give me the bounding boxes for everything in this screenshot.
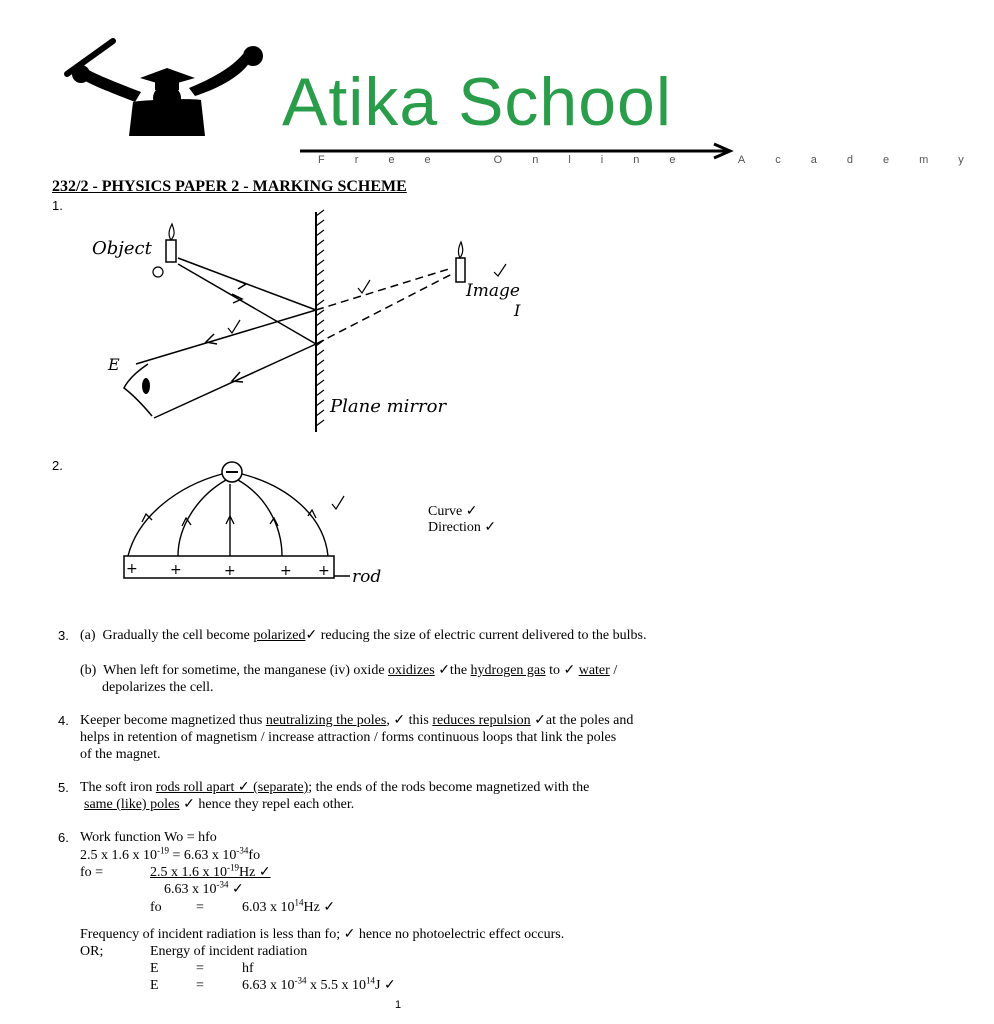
question-2-number: 2.	[52, 458, 63, 473]
q6-frequency-line: Frequency of incident radiation is less than fo; ✓ hence no photoelectric effect occurs.	[80, 927, 565, 942]
q3b-text: (b) When left for sometime, the manganese (iv) oxide oxidizes ✓the hydrogen gas to ✓ water /	[80, 663, 618, 678]
q6-energy-value: 6.63 x $10^{-34}$ x 5.5 x $10^{14}J$ ✓	[242, 975, 396, 993]
mark-curve: Curve ✓	[428, 504, 478, 519]
document-title: 232/2 - PHYSICS PAPER 2 - MARKING SCHEME	[52, 178, 407, 195]
q5-line1: The soft iron rods roll apart ✓ (separate); the ends of the rods become magnetized with the	[80, 780, 590, 795]
question-1-number: 1.	[52, 198, 63, 213]
image-label: Image	[466, 281, 520, 301]
q6-e-label-1: E	[150, 961, 159, 976]
q6-eq-1: =	[196, 961, 204, 976]
q6-or: OR;	[80, 944, 104, 959]
image-point-label: I	[514, 301, 521, 320]
q6-fo-lhs: fo =	[80, 865, 104, 880]
question-6-number: 6.	[58, 830, 69, 845]
q4-line3: of the magnet.	[80, 747, 161, 762]
q4-line2: helps in retention of magnetism / increase attraction / forms continuous loops that link the poles	[80, 730, 617, 745]
mark-direction: Direction ✓	[428, 520, 497, 535]
question-3-number: 3.	[58, 628, 69, 643]
question-4-number: 4.	[58, 713, 69, 728]
q6-eq-2: =	[196, 978, 204, 993]
q6-hf: hf	[242, 961, 254, 976]
object-label: Object	[92, 238, 152, 259]
q6-numerator: 2.5 x 1.6 x $10^{-19}Hz$ ✓	[150, 862, 271, 880]
q4-line1: Keeper become magnetized thus neutralizing the poles, ✓ this reduces repulsion ✓at the poles and	[80, 713, 634, 728]
tagline: Free Online Academy	[318, 154, 994, 166]
svg-text:+: +	[224, 563, 236, 579]
svg-text:+: +	[170, 562, 182, 578]
svg-text:+: +	[318, 563, 330, 579]
question-5-number: 5.	[58, 780, 69, 795]
rod-label: rod	[352, 567, 382, 587]
page-number: 1	[395, 999, 402, 1011]
q6-result-lhs: fo	[150, 900, 162, 915]
q3b-line2: depolarizes the cell.	[102, 680, 214, 695]
q6-energy-label: Energy of incident radiation	[150, 944, 308, 959]
q6-denominator: 6.63 x $10^{-34}$ ✓	[164, 879, 244, 897]
q6-result: 6.03 x $10^{14}Hz$ ✓	[242, 897, 336, 915]
svg-text:+: +	[126, 561, 138, 577]
school-logo	[55, 30, 285, 145]
school-name: Atika School	[282, 64, 672, 140]
q5-line2: same (like) poles ✓ hence they repel each other.	[84, 797, 355, 812]
q6-work-function: Work function Wo = hfo	[80, 830, 217, 845]
charged-rod-field-diagram	[118, 456, 404, 594]
mirror-label: Plane mirror	[330, 396, 447, 417]
svg-text:+: +	[280, 563, 292, 579]
q3a-text: (a) Gradually the cell become polarized✓ reducing the size of electric current delivered to the bulbs.	[80, 628, 647, 643]
eye-label: E	[108, 355, 120, 374]
plane-mirror-diagram	[90, 206, 538, 436]
q6-e-label-2: E	[150, 978, 159, 993]
q6-equation: 2.5 x 1.6 x $10^{-19} = 6.63$ x $10^{-34}fo$	[80, 845, 261, 863]
q6-result-eq: =	[196, 900, 204, 915]
